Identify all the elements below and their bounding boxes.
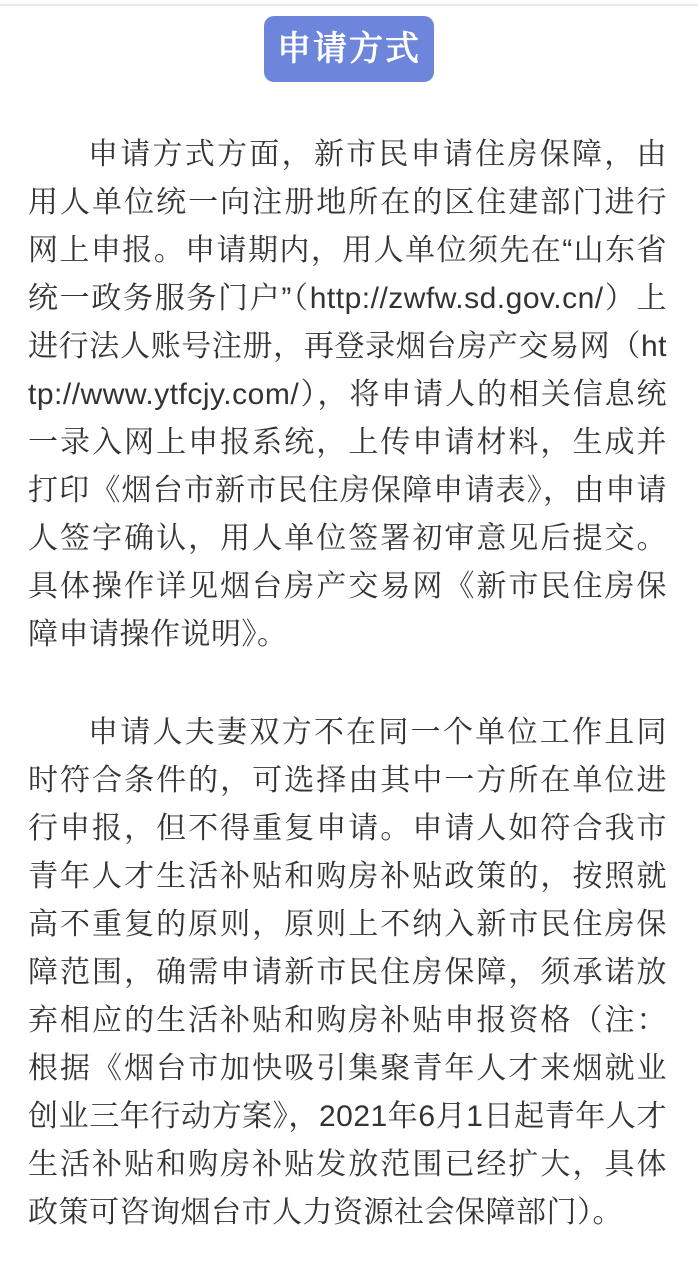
section-badge <box>264 16 434 82</box>
badge-row <box>0 16 698 82</box>
paragraph: 申请人夫妻双方不在同一个单位工作且同时符合条件的，可选择由其中一方所在单位进行申报，但不得重复申请。申请人如符合我市青年人才生活补贴和购房补贴政策的，按照就高不重复的原则，原则上不纳入新市民住房保障范围，确需申请新市民住房保障，须承诺放弃相应的生活补贴和购房补贴申报资格（注：根据《烟台市加快吸引集聚青年人才来烟就业创业三年行动方案》，2021年6月1日起青年人才生活补贴和购房补贴发放范围已经扩大，具体政策可咨询烟台市人力资源社会保障部门）。 <box>28 716 667 1229</box>
top-divider <box>0 0 698 6</box>
paragraph: 申请方式方面，新市民申请住房保障，由用人单位统一向注册地所在的区住建部门进行网上申报。申请期内，用人单位须先在“山东省统一政务服务门户”（http://zwfw.sd.gov.cn/）上进行法人账号注册，再登录烟台房产交易网（http://www.ytfcjy.com/），将申请人的相关信息统一录入网上申报系统，上传申请材料，生成并打印《烟台市新市民住房保障申请表》，由申请人签字确认，用人单位签署初审意见后提交。具体操作详见烟台房产交易网《新市民住房保障申请操作说明》。 <box>28 138 667 651</box>
article-body <box>0 131 698 1237</box>
section-badge-label: 申请方式 <box>277 30 421 68</box>
